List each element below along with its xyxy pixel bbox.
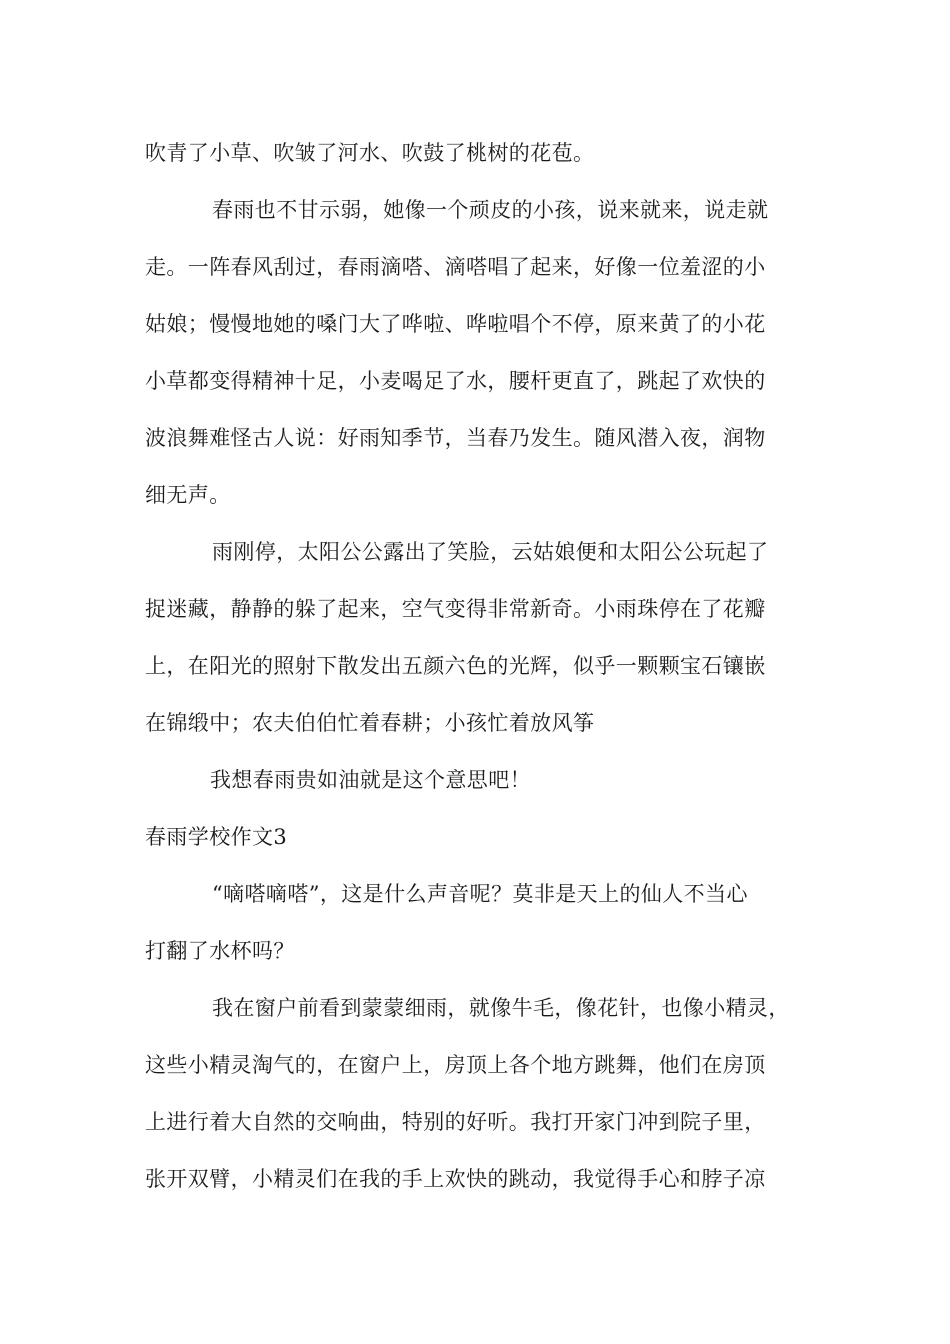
text-line: 打翻了水杯吗？ (145, 939, 295, 963)
paragraph-start-line: 春雨也不甘示弱，她像一个顽皮的小孩，说来就来，说走就 (212, 198, 769, 222)
text-line: 吹青了小草、吹皱了河水、吹鼓了桃树的花苞。 (145, 141, 595, 165)
text-line: 波浪舞难怪古人说：好雨知季节，当春乃发生。随风潜入夜，润物 (145, 426, 766, 450)
section-heading: 春雨学校作文3 (145, 825, 288, 849)
text-line: 小草都变得精神十足，小麦喝足了水，腰杆更直了，跳起了欢快的 (145, 369, 766, 393)
text-line: 这些小精灵淘气的，在窗户上，房顶上各个地方跳舞，他们在房顶 (145, 1053, 766, 1077)
paragraph-start-line: “嘀嗒嘀嗒”，这是什么声音呢？莫非是天上的仙人不当心 (212, 882, 748, 906)
text-line: 上进行着大自然的交响曲，特别的好听。我打开家门冲到院子里， (145, 1110, 766, 1134)
text-line: 上，在阳光的照射下散发出五颜六色的光辉，似乎一颗颗宝石镶嵌 (145, 654, 766, 678)
text-line: 捉迷藏，静静的躲了起来，空气变得非常新奇。小雨珠停在了花瓣 (145, 597, 766, 621)
paragraph-start-line: 我想春雨贵如油就是这个意思吧！ (210, 768, 531, 792)
text-line: 走。一阵春风刮过，春雨滴嗒、滴嗒唱了起来，好像一位羞涩的小 (145, 255, 766, 279)
text-line: 姑娘；慢慢地她的嗓门大了哗啦、哗啦唱个不停，原来黄了的小花 (145, 312, 766, 336)
text-line: 在锦缎中；农夫伯伯忙着春耕；小孩忙着放风筝 (145, 711, 595, 735)
paragraph-start-line: 我在窗户前看到蒙蒙细雨，就像牛毛，像花针，也像小精灵， (212, 996, 790, 1020)
text-line: 细无声。 (145, 483, 231, 507)
paragraph-start-line: 雨刚停，太阳公公露出了笑脸，云姑娘便和太阳公公玩起了 (212, 540, 769, 564)
text-line: 张开双臂，小精灵们在我的手上欢快的跳动，我觉得手心和脖子凉 (145, 1167, 766, 1191)
